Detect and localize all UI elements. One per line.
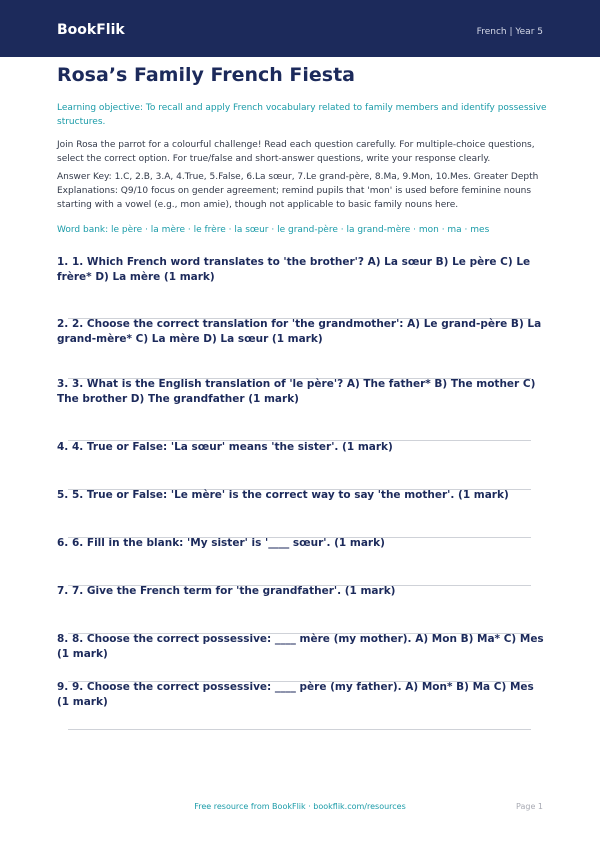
instructions: Join Rosa the parrot for a colourful challenge! Read each question carefully. For multiple-choice questions, select the correct option. For true/false and short-answer questions, write your response clearly. [57,140,535,164]
footer-text: Free resource from BookFlik · bookflik.com/resources [194,802,406,811]
question-6: 6. 6. Fill in the blank: 'My sister' is '____ sœur'. (1 mark) [57,537,385,549]
question-4: 4. 4. True or False: 'La sœur' means 'the sister'. (1 mark) [57,441,393,453]
question-3: 3. 3. What is the English translation of 'le père'? A) The father* B) The mother C) The brother D) The grandfather (1 mark) [57,378,536,405]
question-7: 7. 7. Give the French term for 'the grandfather'. (1 mark) [57,585,396,597]
header-bar [0,0,600,57]
question-8: 8. 8. Choose the correct possessive: ____ mère (my mother). A) Mon B) Ma* C) Mes (1 mark) [57,633,544,660]
page-title: Rosa’s Family French Fiesta [57,64,356,86]
question-1: 1. 1. Which French word translates to 'the brother'? A) La sœur B) Le père C) Le frère* D) La mère (1 mark) [57,256,531,283]
answer-key: Answer Key: 1.C, 2.B, 3.A, 4.True, 5.False, 6.La sœur, 7.Le grand-père, 8.Ma, 9.Mon, 10.Mes. Greater Depth Explanations: Q9/10 focus on gender agreement; remind pupils that 'mon' is used before feminine nouns starting with a vowel (e.g., mon amie), though not applicable to basic family nouns here. [57,172,539,210]
question-5: 5. 5. True or False: 'Le mère' is the correct way to say 'the mother'. (1 mark) [57,489,509,501]
question-9: 9. 9. Choose the correct possessive: ____ père (my father). A) Mon* B) Ma C) Mes (1 mark) [57,681,534,708]
question-2: 2. 2. Choose the correct translation for 'the grandmother': A) Le grand-père B) La grand-mère* C) La mère D) La sœur (1 mark) [57,318,542,345]
page-number: Page 1 [516,802,543,811]
learning-objective: Learning objective: To recall and apply French vocabulary related to family members and identify possessive structures. [57,103,547,127]
word-bank: Word bank: le père · la mère · le frère · la sœur · le grand-père · la grand-mère · mon · ma · mes [57,225,490,235]
brand-logo: BookFlik [57,22,125,38]
subject-label: French | Year 5 [476,27,543,37]
answer-line [68,729,531,730]
